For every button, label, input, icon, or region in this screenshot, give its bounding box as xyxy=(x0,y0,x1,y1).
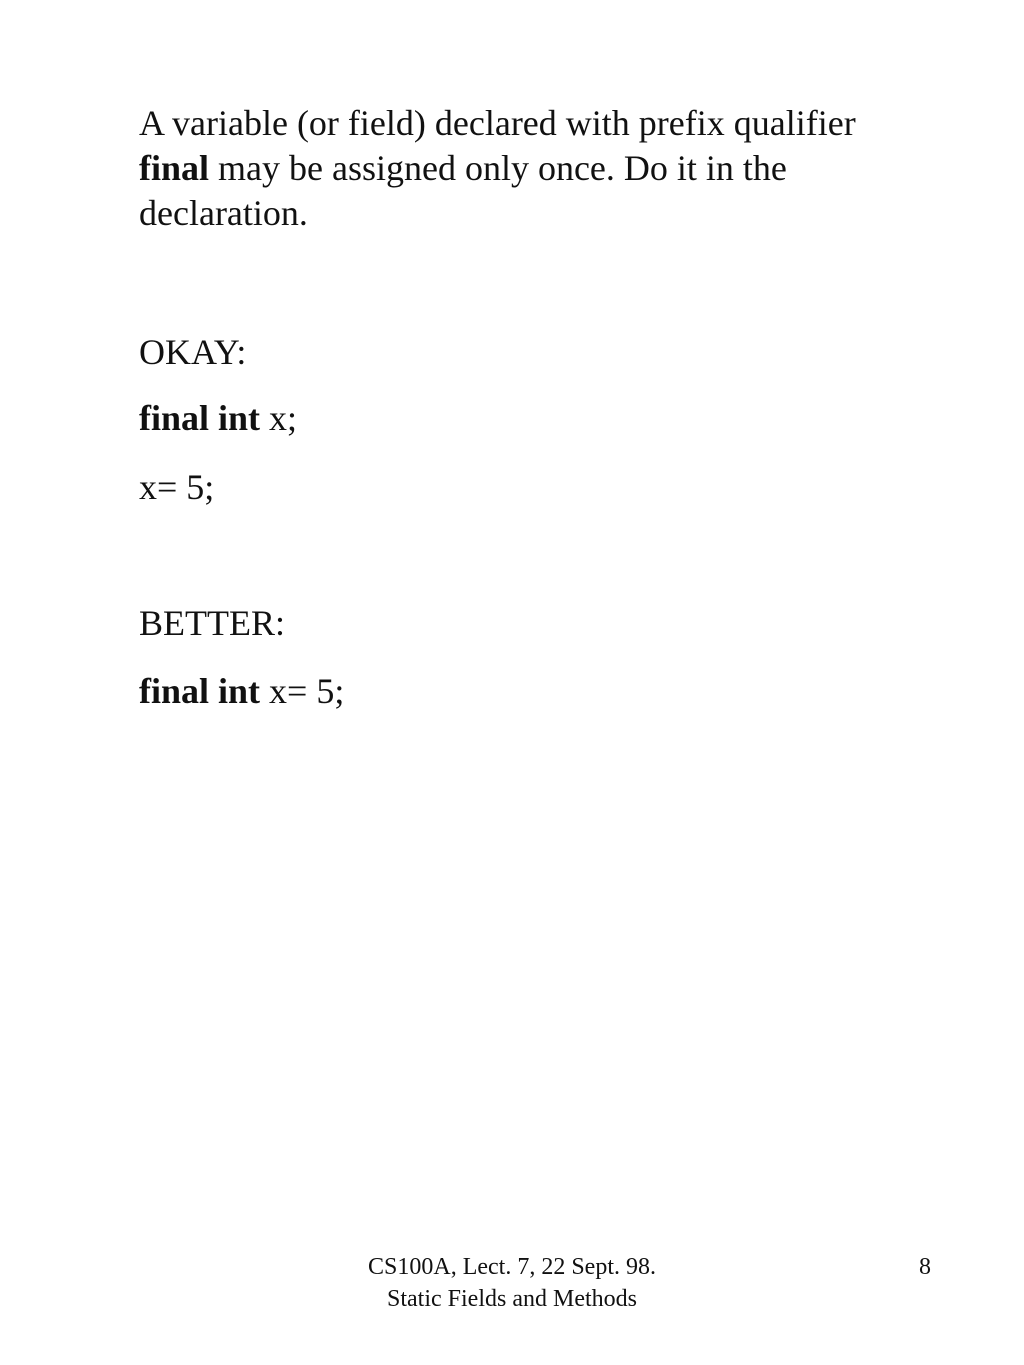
footer-caption: CS100A, Lect. 7, 22 Sept. 98. Static Fields and Methods xyxy=(368,1254,656,1312)
final-keyword: final xyxy=(139,148,210,188)
okay-declaration-rest: x; xyxy=(260,398,298,438)
better-declaration-rest: x= 5; xyxy=(260,671,345,711)
better-heading: BETTER: xyxy=(139,603,285,643)
page-number: 8 xyxy=(919,1254,931,1280)
intro-text-2: may be assigned only once. Do it in the declaration. xyxy=(139,148,787,233)
okay-heading: OKAY: xyxy=(139,332,247,372)
intro-paragraph xyxy=(139,101,859,236)
okay-declaration-keyword: final int xyxy=(139,398,261,438)
better-declaration-keyword: final int xyxy=(139,671,261,711)
okay-assignment: x= 5; xyxy=(139,467,215,507)
better-declaration xyxy=(139,669,344,713)
intro-text-1: A variable (or field) declared with prefix qualifier xyxy=(139,103,856,143)
okay-declaration xyxy=(139,396,297,440)
